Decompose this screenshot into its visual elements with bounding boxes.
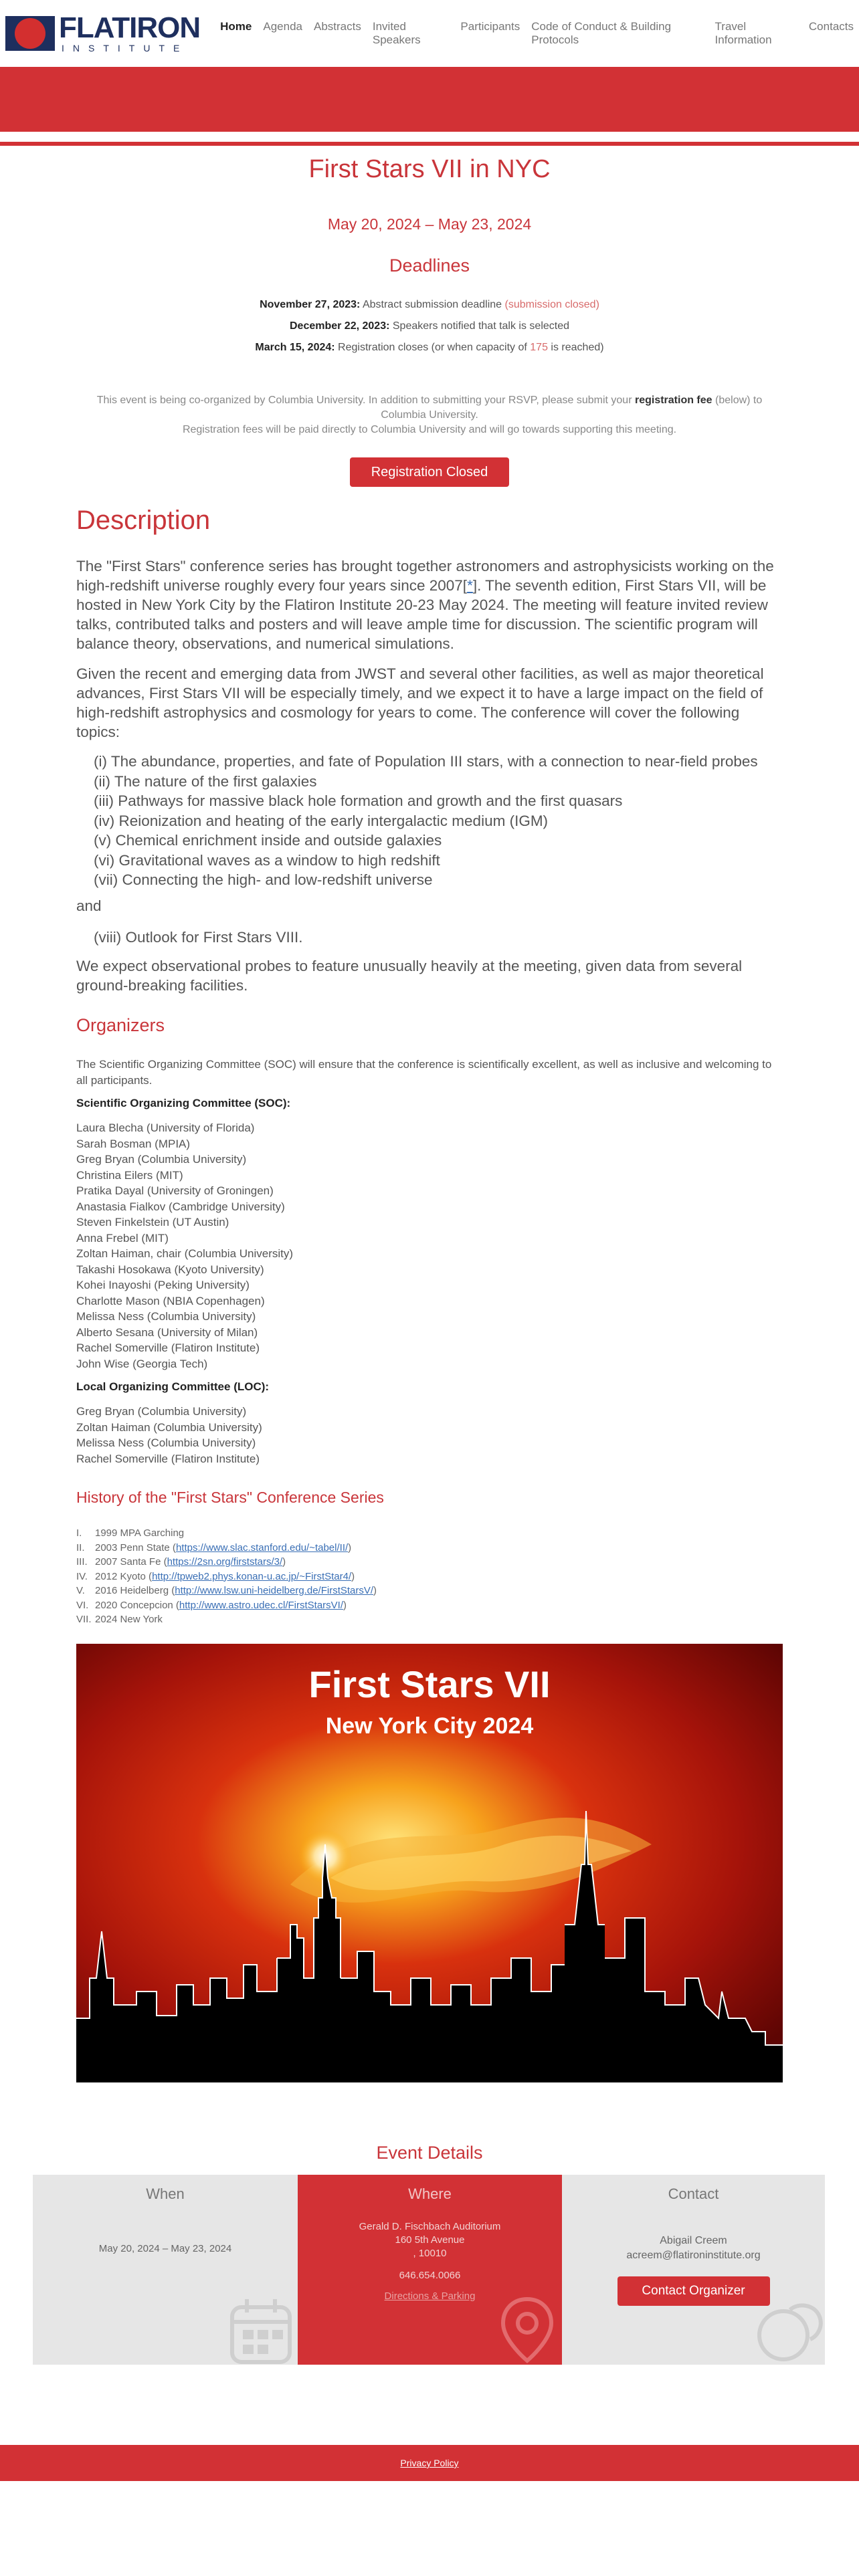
soc-member: Anna Frebel (MIT) xyxy=(76,1231,169,1245)
soc-member: Pratika Dayal (University of Groningen) xyxy=(76,1184,274,1197)
soc-member: Steven Finkelstein (UT Austin) xyxy=(76,1216,229,1228)
logo-mark-icon xyxy=(5,16,55,51)
poster-artwork xyxy=(76,1644,783,2082)
footnote-link[interactable]: * xyxy=(467,577,473,594)
loc-member: Greg Bryan (Columbia University) xyxy=(76,1405,247,1418)
soc-member: Zoltan Haiman, chair (Columbia University) xyxy=(76,1247,294,1260)
history-item: II. 2003 Penn State (https://www.slac.stanford.edu/~tabel/II/) xyxy=(76,1541,352,1553)
nav-abstracts[interactable]: Abstracts xyxy=(314,20,361,33)
soc-member: Greg Bryan (Columbia University) xyxy=(76,1153,247,1166)
chat-bubbles-icon xyxy=(750,2294,824,2365)
topic-item: (vi) Gravitational waves as a window to high redshift xyxy=(94,851,440,869)
soc-member: Sarah Bosman (MPIA) xyxy=(76,1137,191,1150)
organizers-intro: The Scientific Organizing Committee (SOC) will ensure that the conference is scientifically excellent, as well as inclusive and welcoming to all participants. xyxy=(76,1058,772,1087)
nav-contacts[interactable]: Contacts xyxy=(808,20,854,33)
page-title: First Stars VII in NYC xyxy=(308,155,551,183)
logo-word: FLATIRON xyxy=(59,11,201,44)
topic-item: (iv) Reionization and heating of the early intergalactic medium (IGM) xyxy=(94,812,549,829)
where-heading: Where xyxy=(408,2185,452,2202)
history-list xyxy=(76,1526,785,1627)
event-dates: May 20, 2024 – May 23, 2024 xyxy=(327,215,532,233)
soc-member: John Wise (Georgia Tech) xyxy=(76,1357,208,1370)
topic-item: (ii) The nature of the first galaxies xyxy=(94,772,317,790)
topics-and: and xyxy=(76,897,102,914)
where-phone: 646.654.0066 xyxy=(399,2270,461,2281)
loc-heading: Local Organizing Committee (LOC): xyxy=(76,1380,270,1393)
contact-email[interactable]: acreem@flatironinstitute.org xyxy=(626,2250,761,2261)
event-where-panel xyxy=(298,2175,562,2365)
description-paragraph-2: Given the recent and emerging data from JWST and several other facilities, as well as major theoretical advances, First Stars VII will be especially timely, and we expect it to have a large impact on the field of high-redshift astrophysics and cosmology for years to come. The conference will cover the following topics: xyxy=(76,665,764,740)
soc-member: Anastasia Fialkov (Cambridge University) xyxy=(76,1200,285,1213)
history-item: I. 1999 MPA Garching xyxy=(76,1527,185,1539)
soc-member: Charlotte Mason (NBIA Copenhagen) xyxy=(76,1294,265,1307)
nav-travel-information[interactable]: Travel Information xyxy=(714,20,772,46)
when-date: May 20, 2024 – May 23, 2024 xyxy=(98,2243,232,2254)
deadline-item: November 27, 2023: Abstract submission deadline (submission closed) xyxy=(260,299,599,310)
soc-heading: Scientific Organizing Committee (SOC): xyxy=(76,1097,291,1109)
history-heading: History of the "First Stars" Conference Series xyxy=(76,1489,384,1506)
description-heading: Description xyxy=(76,506,211,535)
contact-name: Abigail Creem xyxy=(660,2235,727,2246)
soc-member: Christina Eilers (MIT) xyxy=(76,1168,183,1182)
soc-member: Kohei Inayoshi (Peking University) xyxy=(76,1279,250,1291)
hero-banner xyxy=(0,67,859,132)
history-item: III. 2007 Santa Fe (https://2sn.org/firststars/3/) xyxy=(76,1556,286,1568)
organizers-heading: Organizers xyxy=(76,1015,165,1035)
cohost-notice: This event is being co-organized by Columbia University. In addition to submitting your RSVP, please submit your registration fee (below) to Columbia University. Registration fees will be paid directly to Columbia University and will go towards supporting this meeting. xyxy=(96,395,763,435)
history-item: VI. 2020 Concepcion (http://www.astro.udec.cl/FirstStarsVI/) xyxy=(76,1599,347,1611)
loc-list xyxy=(76,1404,785,1467)
when-heading: When xyxy=(146,2185,185,2202)
history-item: V. 2016 Heidelberg (http://www.lsw.uni-heidelberg.de/FirstStarsV/) xyxy=(76,1585,377,1596)
loc-member: Rachel Somerville (Flatiron Institute) xyxy=(76,1452,260,1465)
nav-participants[interactable]: Participants xyxy=(460,20,520,33)
history-link[interactable]: https://www.slac.stanford.edu/~tabel/II/ xyxy=(175,1541,349,1553)
hero-divider xyxy=(0,142,859,146)
poster-subtitle: New York City 2024 xyxy=(325,1713,534,1739)
history-link[interactable]: http://www.lsw.uni-heidelberg.de/FirstStarsV/ xyxy=(175,1585,374,1596)
site-footer xyxy=(0,2445,859,2481)
topic-item: (iii) Pathways for massive black hole formation and growth and the first quasars xyxy=(94,792,623,809)
deadlines-heading: Deadlines xyxy=(389,255,470,276)
contact-heading: Contact xyxy=(668,2185,719,2202)
contact-info xyxy=(562,2234,825,2263)
deadline-item: March 15, 2024: Registration closes (or when capacity of 175 is reached) xyxy=(255,342,604,353)
loc-member: Melissa Ness (Columbia University) xyxy=(76,1436,256,1449)
soc-member: Takashi Hosokawa (Kyoto University) xyxy=(76,1263,264,1276)
deadline-item: December 22, 2023: Speakers notified that talk is selected xyxy=(289,320,570,332)
history-link[interactable]: https://2sn.org/firststars/3/ xyxy=(167,1556,283,1568)
registration-closed-button[interactable]: Registration Closed xyxy=(350,457,509,487)
event-contact-panel xyxy=(562,2175,825,2365)
event-details-heading: Event Details xyxy=(376,2143,483,2163)
topic-item: (vii) Connecting the high- and low-redshift universe xyxy=(94,871,433,888)
description-paragraph-1: The "First Stars" conference series has brought together astronomers and astrophysicists working on the high-redshift universe roughly every four years since 2007[*]. The seventh edition, First Stars VII, will be hosted in New York City by the Flatiron Institute 20-23 May 2024. The meeting will feature invited review talks, contributed talks and posters and will leave ample time for discussion. The scientific program will balance theory, observations, and numerical simulations. xyxy=(76,558,774,652)
history-item: VII. 2024 New York xyxy=(76,1614,163,1625)
conference-poster xyxy=(76,1644,783,2082)
soc-member: Melissa Ness (Columbia University) xyxy=(76,1310,256,1323)
soc-member: Alberto Sesana (University of Milan) xyxy=(76,1325,258,1339)
loc-member: Zoltan Haiman (Columbia University) xyxy=(76,1420,262,1434)
where-address: Gerald D. Fischbach Auditorium 160 5th Avenue , 10010 xyxy=(359,2221,501,2259)
directions-link[interactable]: Directions & Parking xyxy=(384,2290,476,2302)
nav-home[interactable]: Home xyxy=(220,20,252,33)
site-header xyxy=(0,0,859,67)
contact-organizer-button[interactable]: Contact Organizer xyxy=(617,2276,770,2306)
privacy-policy-link[interactable]: Privacy Policy xyxy=(400,2458,459,2468)
deadlines-list xyxy=(0,294,859,358)
nav-code-of-conduct[interactable]: Code of Conduct & Building Protocols xyxy=(531,20,672,46)
nav-invited-speakers[interactable]: Invited Speakers xyxy=(372,20,421,46)
poster-title: First Stars VII xyxy=(308,1663,551,1705)
flatiron-logo[interactable] xyxy=(5,13,200,53)
topic-item: (v) Chemical enrichment inside and outside galaxies xyxy=(94,832,442,849)
main-nav xyxy=(220,20,854,47)
soc-member: Laura Blecha (University of Florida) xyxy=(76,1121,255,1134)
topic-item-viii: (viii) Outlook for First Stars VIII. xyxy=(94,929,303,946)
nav-agenda[interactable]: Agenda xyxy=(263,20,302,33)
topic-item: (i) The abundance, properties, and fate of Population III stars, with a connection to near-field probes xyxy=(94,753,758,770)
history-link[interactable]: http://tpweb2.phys.konan-u.ac.jp/~FirstStar4/ xyxy=(152,1570,352,1582)
logo-sub: INSTITUTE xyxy=(62,43,189,53)
calendar-icon xyxy=(223,2294,296,2365)
soc-member: Rachel Somerville (Flatiron Institute) xyxy=(76,1341,260,1354)
event-when-panel xyxy=(33,2175,298,2365)
topics-list xyxy=(94,752,803,890)
history-item: IV. 2012 Kyoto (http://tpweb2.phys.konan-u.ac.jp/~FirstStar4/) xyxy=(76,1570,355,1582)
map-pin-icon xyxy=(494,2294,561,2365)
history-link[interactable]: http://www.astro.udec.cl/FirstStarsVI/ xyxy=(179,1599,343,1611)
description-paragraph-3: We expect observational probes to feature unusually heavily at the meeting, given data from several ground-breaking facilities. xyxy=(76,958,743,994)
soc-list xyxy=(76,1120,785,1372)
